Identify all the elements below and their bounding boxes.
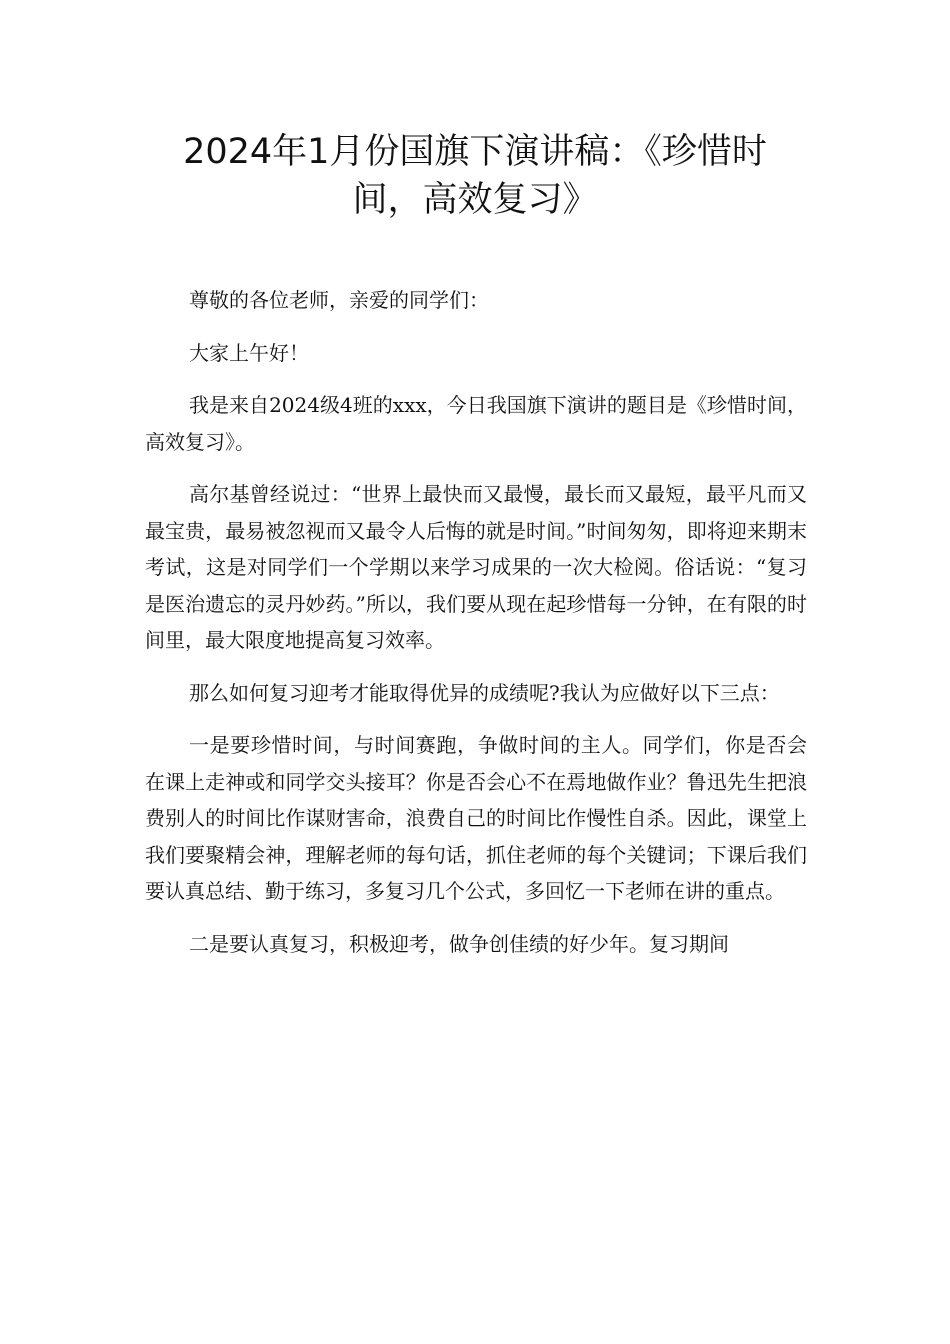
document-title [100, 128, 850, 224]
point-two-paragraph: 二是要认真复习，积极迎考，做争创佳绩的好少年。复习期间 [189, 931, 729, 956]
title-line-1: 2024年1月份国旗下演讲稿：《珍惜时 [183, 132, 767, 172]
greeting-paragraph: 大家上午好！ [189, 340, 309, 365]
salutation-paragraph: 尊敬的各位老师，亲爱的同学们： [189, 288, 489, 312]
intro-paragraph: 我是来自2024级4班的xxx，今日我国旗下演讲的题目是《珍惜时间，高效复习》。 [145, 393, 807, 454]
question-paragraph: 那么如何复习迎考才能取得优异的成绩呢?我认为应做好以下三点： [189, 680, 780, 705]
document-body [145, 282, 807, 978]
quote-paragraph: 高尔基曾经说过：“世界上最快而又最慢，最长而又最短，最平凡而又最宝贵，最易被忽视而又最令人后悔的就是时间。”时间匆匆，即将迎来期末考试，这是对同学们一个学期以来学习成果的一次大检阅。俗话说：“复习是医治遗忘的灵丹妙药。”所以，我们要从现在起珍惜每一分钟，在有限的时间里，最大限度地提高复习效率。 [145, 482, 807, 652]
title-line-2: 间，高效复习》 [352, 180, 598, 220]
point-one-paragraph: 一是要珍惜时间，与时间赛跑，争做时间的主人。同学们，你是否会在课上走神或和同学交头接耳？你是否会心不在焉地做作业？鲁迅先生把浪费别人的时间比作谋财害命，浪费自己的时间比作慢性自杀。因此，课堂上我们要聚精会神，理解老师的每句话，抓住老师的每个关键词；下课后我们要认真总结、勤于练习，多复习几个公式，多回忆一下老师在讲的重点。 [145, 733, 807, 903]
